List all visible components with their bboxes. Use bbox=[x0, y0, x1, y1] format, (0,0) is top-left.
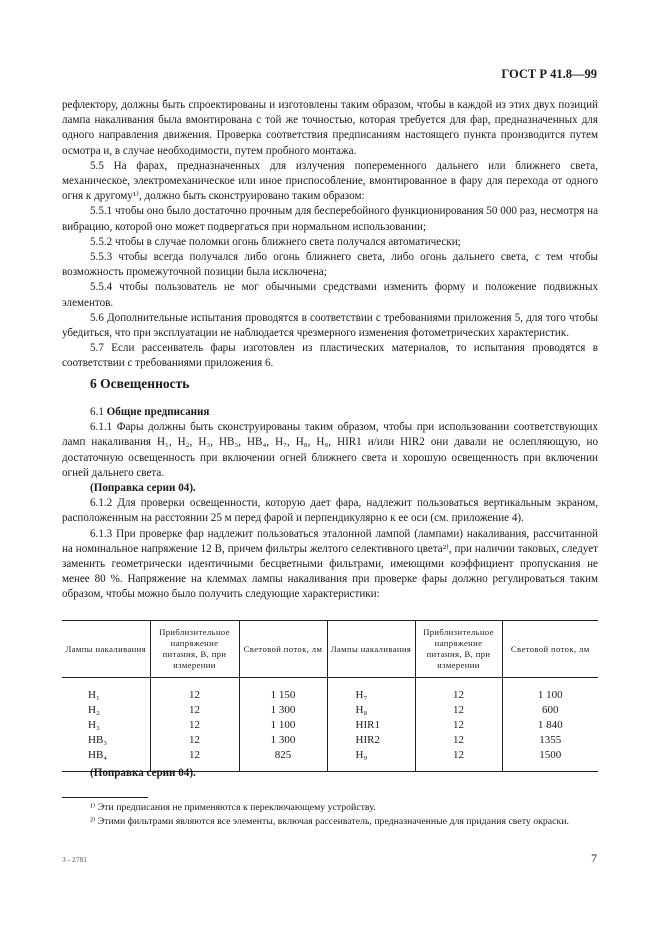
subsection-title: Общие предписания bbox=[106, 406, 210, 418]
flux-cell: 1355 bbox=[539, 734, 562, 746]
voltage-cell: 12 bbox=[453, 704, 464, 716]
lamp-cell: H₇ bbox=[355, 689, 368, 701]
flux-cell: 1 840 bbox=[537, 719, 563, 731]
top-text-block bbox=[62, 98, 598, 372]
voltage-cell: 12 bbox=[453, 734, 464, 746]
lamp-cell: H₂ bbox=[88, 704, 100, 716]
header-lamps: Лампы накаливания bbox=[62, 621, 150, 678]
lamp-cell: H₃ bbox=[88, 719, 100, 731]
lamp-cell: H₁ bbox=[88, 689, 100, 701]
voltage-column-left bbox=[150, 678, 239, 772]
correction-note: (Поправка серии 04). bbox=[90, 482, 196, 495]
subsection-6-1-heading bbox=[62, 405, 598, 420]
lamp-cell: H₉ bbox=[355, 749, 368, 761]
paragraph-6-1-3: 6.1.3 При проверке фар надлежит пользоваться эталонной лампой (лампами) накаливания, рассчитанной на номинальное напряжение 12 В, причем фильтры желтого селективного цвета²⁾, при наличии таковых, следует заменить геометрически идентичными бесцветными фильтрами, имеющими коэффициент пропускания не менее 80 %. Напряжение на клеммах лампы накаливания при проверке фары должно регулироваться таким образом, чтобы можно было получить следующие характеристики: bbox=[62, 527, 598, 601]
page-number: 7 bbox=[591, 851, 597, 865]
lamp-cell: HB₃ bbox=[88, 734, 108, 746]
voltage-cell: 12 bbox=[453, 689, 464, 701]
header-lamps-2: Лампы накаливания bbox=[327, 621, 415, 678]
paragraph-6-1-1: 6.1.1 Фары должны быть сконструированы таким образом, чтобы при использовании соответствующих ламп накаливания H₁, H₂, H₃, HB₃, HB₄, H₇, H₈, H₉, HIR1 и/или HIR2 они давали не ослепляющую, но достаточную освещенность при включении огней ближнего света и хорошую освещенность при включении огней дальнего света. bbox=[62, 421, 598, 479]
paragraph-6-1-2: 6.1.2 Для проверки освещенности, которую дает фара, надлежит пользоваться вертикальным экраном, расположенным на расстоянии 25 м перед фарой и перпендикулярно к ее оси (см. приложение 4). bbox=[62, 497, 598, 525]
footnote-1: ¹⁾ Эти предписания не применяются к переключающему устройству. bbox=[90, 802, 376, 813]
voltage-cell: 12 bbox=[189, 749, 200, 761]
voltage-column-right bbox=[415, 678, 502, 772]
table-header-row bbox=[62, 621, 598, 678]
paragraph-5-5-1: 5.5.1 чтобы оно было достаточно прочным для бесперебойного функционирования 50 000 раз, несмотря на вибрацию, которой оно может подвергаться при нормальном использовании; bbox=[62, 205, 598, 233]
flux-cell: 1 150 bbox=[270, 689, 296, 701]
voltage-cell: 12 bbox=[453, 719, 464, 731]
print-code: 3 - 2781 bbox=[62, 855, 87, 864]
lamp-cell: HIR2 bbox=[355, 734, 380, 746]
flux-cell: 1 100 bbox=[537, 689, 563, 701]
flux-cell: 1500 bbox=[539, 749, 562, 761]
subsection-number: 6.1 bbox=[90, 406, 104, 418]
voltage-cell: 12 bbox=[189, 734, 200, 746]
header-flux: Световой поток, лм bbox=[239, 621, 327, 678]
flux-cell: 1 300 bbox=[270, 704, 296, 716]
flux-column-right bbox=[502, 678, 598, 772]
paragraph-5-7: 5.7 Если рассеиватель фары изготовлен из пластических материалов, то испытания проводятся в соответствии с требованиями приложения 6. bbox=[62, 342, 598, 370]
flux-cell: 1 300 bbox=[270, 734, 296, 746]
flux-column-left bbox=[239, 678, 327, 772]
header-voltage-2: Приблизительное напряжение питания, В, при измерении bbox=[415, 621, 502, 678]
footnote-divider bbox=[62, 797, 148, 798]
flux-cell: 600 bbox=[542, 704, 559, 716]
flux-cell: 1 100 bbox=[270, 719, 296, 731]
paragraph-5-5-2: 5.5.2 чтобы в случае поломки огонь ближнего света получался автоматически; bbox=[90, 235, 461, 248]
paragraph-5-5-4: 5.5.4 чтобы пользователь не мог обычными средствами изменить форму и положение подвижных элементов. bbox=[62, 281, 598, 309]
flux-cell: 825 bbox=[274, 749, 292, 761]
lamp-column-right bbox=[327, 678, 415, 772]
voltage-cell: 12 bbox=[189, 704, 200, 716]
lamp-cell: HIR1 bbox=[355, 719, 380, 731]
voltage-cell: 12 bbox=[189, 689, 200, 701]
lamp-characteristics-table bbox=[62, 620, 598, 772]
paragraph-5-5-3: 5.5.3 чтобы всегда получался либо огонь ближнего света, либо огонь дальнего света, с тем чтобы возможность промежуточной позиции была исключена; bbox=[62, 251, 598, 279]
paragraph-5-5: 5.5 На фарах, предназначенных для излучения попеременного дальнего или ближнего света, механическое, электромеханическое или иное приспособление, вмонтированное в фару для перехода от одного огня к другому¹⁾, должно быть сконструировано таким образом: bbox=[62, 159, 598, 203]
lamp-column-left bbox=[62, 678, 150, 772]
document-code-header: ГОСТ Р 41.8—99 bbox=[501, 67, 597, 81]
section-heading: 6 Освещенность bbox=[90, 376, 190, 391]
voltage-cell: 12 bbox=[189, 719, 200, 731]
header-flux-2: Световой поток, лм bbox=[502, 621, 598, 678]
section-6-text-block bbox=[62, 405, 598, 603]
voltage-cell: 12 bbox=[453, 749, 464, 761]
lamp-cell: HB₄ bbox=[88, 749, 108, 761]
paragraph-5-6: 5.6 Дополнительные испытания проводятся в соответствии с требованиями приложения 5, для того чтобы убедиться, что при эксплуатации не наблюдается чрезмерного изменения фотометрических характеристик. bbox=[62, 311, 598, 340]
footnote-2: ²⁾ Этими фильтрами являются все элементы, включая рассеиватель, предназначенные для придания свету окраски. bbox=[90, 816, 569, 827]
table-row bbox=[62, 678, 598, 772]
paragraph-continuation: рефлектору, должны быть спроектированы и изготовлены таким образом, чтобы в каждой из этих двух позиций лампа накаливания была вмонтирована с той же точностью, которая требуется для фар, предназначенных для одного направления движения. Проверка соответствия предписаниям настоящего пункта производится путем осмотра и, в случае необходимости, путем пробного монтажа. bbox=[62, 99, 598, 157]
lamp-cell: H₈ bbox=[355, 704, 368, 716]
header-voltage: Приблизительное напряжение питания, В, при измерении bbox=[150, 621, 239, 678]
correction-note-2: (Поправка серии 04). bbox=[90, 767, 196, 779]
